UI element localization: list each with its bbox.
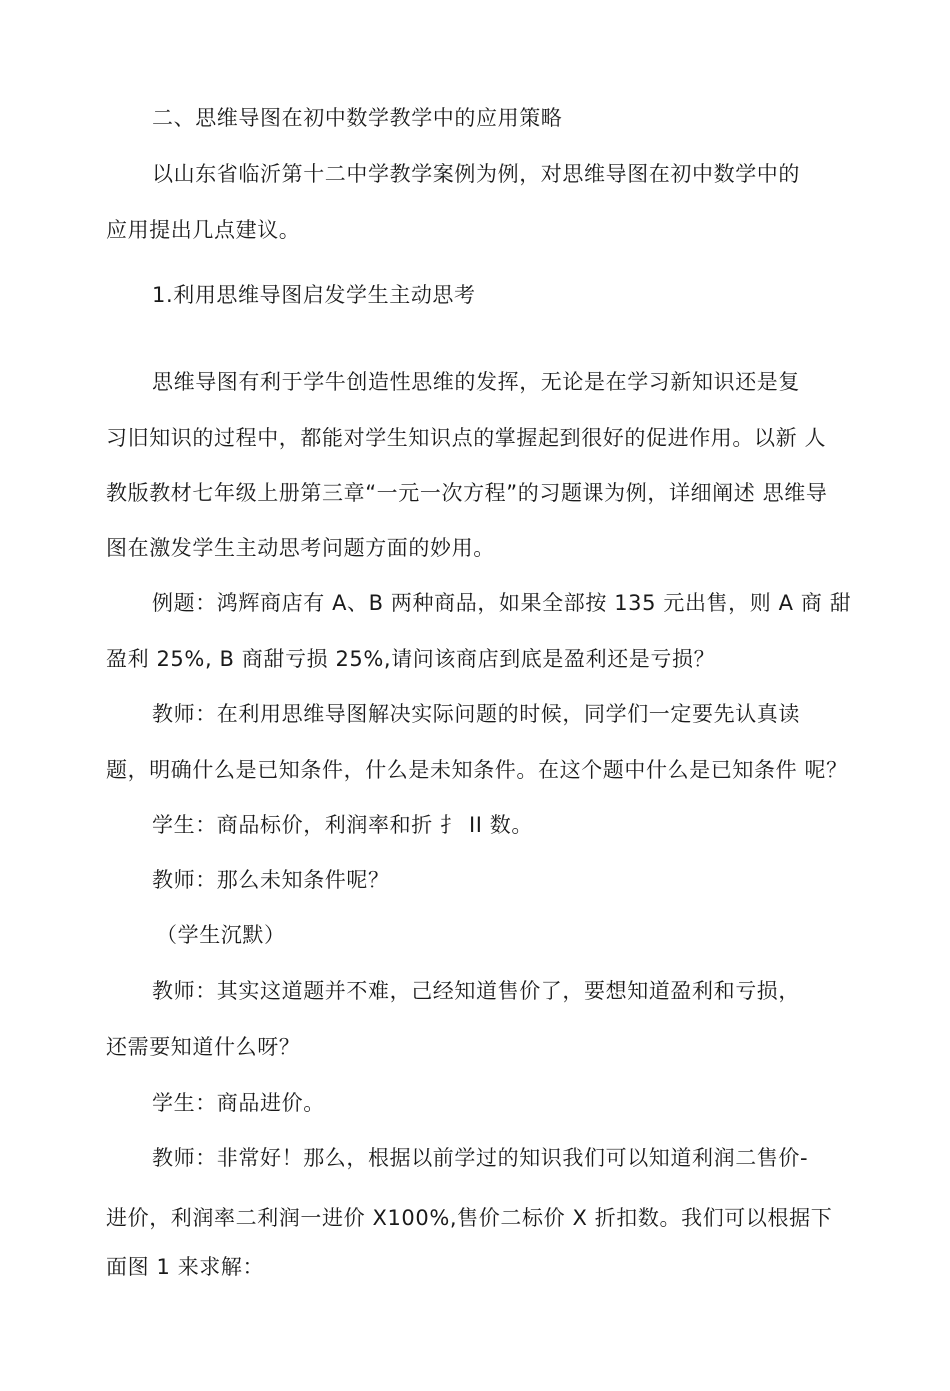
paragraph-line: 思维导图有利于学牛创造性思维的发挥，无论是在学习新知识还是复 [152, 370, 800, 394]
example-line: 例题：鸿辉商店有 A、B 两种商品，如果全部按 135 元出售，则 A 商 甜 [152, 591, 852, 615]
dialogue-line: 学生：商品进价。 [152, 1091, 325, 1115]
dialogue-line: 题，明确什么是已知条件，什么是未知条件。在这个题中什么是已知条件 呢？ [106, 758, 848, 782]
dialogue-line: 面图 1 来求解： [106, 1255, 265, 1279]
subsection-heading: 1.利用思维导图启发学生主动思考 [152, 283, 476, 307]
paragraph-line: 应用提出几点建议。 [106, 218, 301, 242]
dialogue-line: 进价，利润率二利润一进价 X100%,售价二标价 X 折扣数。我们可以根据下 [106, 1206, 833, 1230]
stage-direction: （学生沉默） [156, 923, 286, 947]
paragraph-line: 以山东省临沂第十二中学教学案例为例，对思维导图在初中数学中的 [152, 162, 800, 186]
paragraph-line: 图在激发学生主动思考问题方面的妙用。 [106, 536, 495, 560]
dialogue-line: 教师：在利用思维导图解决实际问题的时候，同学们一定要先认真读 [152, 702, 800, 726]
section-heading: 二、思维导图在初中数学教学中的应用策略 [152, 106, 563, 130]
dialogue-line: 教师：那么未知条件呢？ [152, 868, 390, 892]
paragraph-line: 习旧知识的过程中，都能对学生知识点的掌握起到很好的促进作用。以新 人 [106, 426, 827, 450]
dialogue-line: 教师：非常好！那么，根据以前学过的知识我们可以知道利润二售价- [152, 1146, 809, 1170]
paragraph-line: 教版教材七年级上册第三章“一元一次方程”的习题课为例，详细阐述 思维导 [106, 481, 828, 505]
dialogue-line: 学生：商品标价，利润率和折 扌 II 数。 [152, 813, 534, 837]
example-line: 盈利 25%, B 商甜亏损 25%,请问该商店到底是盈利还是亏损？ [106, 647, 716, 671]
dialogue-line: 还需要知道什么呀？ [106, 1035, 301, 1059]
dialogue-line: 教师：其实这道题并不难，己经知道售价了，要想知道盈利和亏损， [152, 979, 800, 1003]
